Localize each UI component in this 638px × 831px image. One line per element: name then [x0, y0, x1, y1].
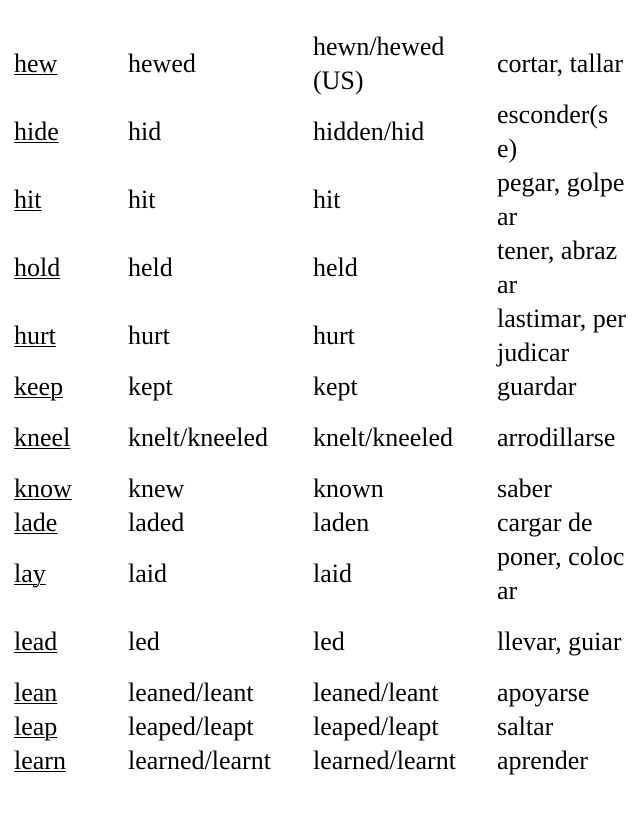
base-form-link[interactable]: keep — [14, 372, 64, 401]
base-form-cell — [9, 302, 123, 370]
past-participle-text: held — [313, 253, 358, 282]
table-row — [9, 302, 628, 370]
spanish-translation-text: saber — [497, 474, 552, 503]
spanish-translation-text: apoyarse — [497, 678, 590, 707]
past-simple-text: laded — [128, 508, 185, 537]
base-form-link[interactable]: lean — [14, 678, 58, 707]
spanish-translation-text: guardar — [497, 372, 577, 401]
past-participle-text: hurt — [313, 321, 355, 350]
spanish-translation-text: arrodillarse — [497, 423, 616, 452]
past-participle-text: laid — [313, 559, 352, 588]
spanish-translation-cell — [492, 30, 628, 98]
past-simple-text: knew — [128, 474, 185, 503]
table-row — [9, 676, 628, 710]
past-simple-cell — [123, 744, 308, 778]
spanish-translation-text: lastimar, perjudicar — [497, 304, 626, 367]
table-row — [9, 30, 628, 98]
base-form-cell — [9, 710, 123, 744]
past-simple-cell — [123, 30, 308, 98]
table-row — [9, 404, 628, 472]
past-participle-cell — [308, 302, 492, 370]
spanish-translation-text: tener, abrazar — [497, 236, 618, 299]
base-form-cell — [9, 744, 123, 778]
base-form-link[interactable]: hide — [14, 117, 59, 146]
past-simple-text: knelt/kneeled — [128, 423, 269, 452]
base-form-link[interactable]: hurt — [14, 321, 56, 350]
past-participle-text: knelt/kneeled — [313, 423, 454, 452]
spanish-translation-text: esconder(se) — [497, 100, 609, 163]
past-participle-text: learned/learnt — [313, 746, 456, 775]
spanish-translation-cell — [492, 98, 628, 166]
spanish-translation-text: cortar, tallar — [497, 49, 623, 78]
table-row — [9, 506, 628, 540]
table-row — [9, 608, 628, 676]
spanish-translation-text: cargar de — [497, 508, 593, 537]
base-form-cell — [9, 30, 123, 98]
base-form-link[interactable]: lay — [14, 559, 46, 588]
past-participle-cell — [308, 608, 492, 676]
past-participle-text: hewn/hewed (US) — [313, 32, 445, 95]
spanish-translation-cell — [492, 472, 628, 506]
spanish-translation-cell — [492, 506, 628, 540]
past-simple-cell — [123, 540, 308, 608]
past-simple-cell — [123, 302, 308, 370]
spanish-translation-cell — [492, 370, 628, 404]
spanish-translation-cell — [492, 540, 628, 608]
base-form-cell — [9, 540, 123, 608]
past-participle-cell — [308, 404, 492, 472]
spanish-translation-text: poner, colocar — [497, 542, 625, 605]
base-form-cell — [9, 472, 123, 506]
past-simple-cell — [123, 166, 308, 234]
past-participle-cell — [308, 234, 492, 302]
past-simple-cell — [123, 98, 308, 166]
base-form-cell — [9, 676, 123, 710]
past-participle-text: laden — [313, 508, 370, 537]
past-simple-text: hurt — [128, 321, 170, 350]
past-simple-text: leaped/leapt — [128, 712, 254, 741]
table-row — [9, 744, 628, 778]
past-simple-text: leaned/leant — [128, 678, 254, 707]
past-participle-cell — [308, 540, 492, 608]
past-simple-text: kept — [128, 372, 173, 401]
table-row — [9, 710, 628, 744]
past-participle-cell — [308, 710, 492, 744]
table-row — [9, 166, 628, 234]
base-form-link[interactable]: learn — [14, 746, 66, 775]
past-participle-cell — [308, 472, 492, 506]
base-form-cell — [9, 506, 123, 540]
spanish-translation-cell — [492, 710, 628, 744]
verb-table-body — [9, 30, 628, 778]
past-participle-cell — [308, 30, 492, 98]
base-form-link[interactable]: leap — [14, 712, 58, 741]
past-simple-cell — [123, 506, 308, 540]
past-participle-cell — [308, 98, 492, 166]
past-simple-cell — [123, 370, 308, 404]
spanish-translation-cell — [492, 608, 628, 676]
spanish-translation-text: aprender — [497, 746, 588, 775]
base-form-link[interactable]: hew — [14, 49, 58, 78]
table-row — [9, 540, 628, 608]
base-form-link[interactable]: kneel — [14, 423, 71, 452]
past-participle-text: leaned/leant — [313, 678, 439, 707]
base-form-cell — [9, 370, 123, 404]
past-simple-text: led — [128, 627, 160, 656]
past-simple-cell — [123, 404, 308, 472]
base-form-link[interactable]: lead — [14, 627, 58, 656]
past-simple-text: hit — [128, 185, 156, 214]
past-participle-cell — [308, 506, 492, 540]
base-form-cell — [9, 404, 123, 472]
base-form-link[interactable]: lade — [14, 508, 58, 537]
past-participle-text: leaped/leapt — [313, 712, 439, 741]
past-participle-cell — [308, 676, 492, 710]
base-form-link[interactable]: hold — [14, 253, 61, 282]
spanish-translation-cell — [492, 676, 628, 710]
past-simple-text: held — [128, 253, 173, 282]
spanish-translation-cell — [492, 166, 628, 234]
spanish-translation-text: llevar, guiar — [497, 627, 622, 656]
table-row — [9, 98, 628, 166]
base-form-cell — [9, 98, 123, 166]
spanish-translation-cell — [492, 234, 628, 302]
past-participle-text: led — [313, 627, 345, 656]
past-participle-cell — [308, 166, 492, 234]
past-participle-text: hit — [313, 185, 341, 214]
past-participle-cell — [308, 370, 492, 404]
spanish-translation-cell — [492, 744, 628, 778]
base-form-cell — [9, 166, 123, 234]
irregular-verbs-table — [9, 30, 628, 778]
past-simple-text: hid — [128, 117, 162, 146]
past-participle-text: kept — [313, 372, 358, 401]
base-form-link[interactable]: know — [14, 474, 72, 503]
past-simple-text: hewed — [128, 49, 196, 78]
past-simple-text: learned/learnt — [128, 746, 271, 775]
table-row — [9, 472, 628, 506]
past-participle-text: hidden/hid — [313, 117, 425, 146]
base-form-cell — [9, 608, 123, 676]
spanish-translation-cell — [492, 302, 628, 370]
table-row — [9, 234, 628, 302]
base-form-cell — [9, 234, 123, 302]
past-participle-cell — [308, 744, 492, 778]
table-row — [9, 370, 628, 404]
past-simple-cell — [123, 234, 308, 302]
past-simple-cell — [123, 472, 308, 506]
past-participle-text: known — [313, 474, 384, 503]
base-form-link[interactable]: hit — [14, 185, 42, 214]
past-simple-text: laid — [128, 559, 167, 588]
past-simple-cell — [123, 676, 308, 710]
past-simple-cell — [123, 608, 308, 676]
spanish-translation-cell — [492, 404, 628, 472]
past-simple-cell — [123, 710, 308, 744]
spanish-translation-text: saltar — [497, 712, 554, 741]
spanish-translation-text: pegar, golpear — [497, 168, 625, 231]
